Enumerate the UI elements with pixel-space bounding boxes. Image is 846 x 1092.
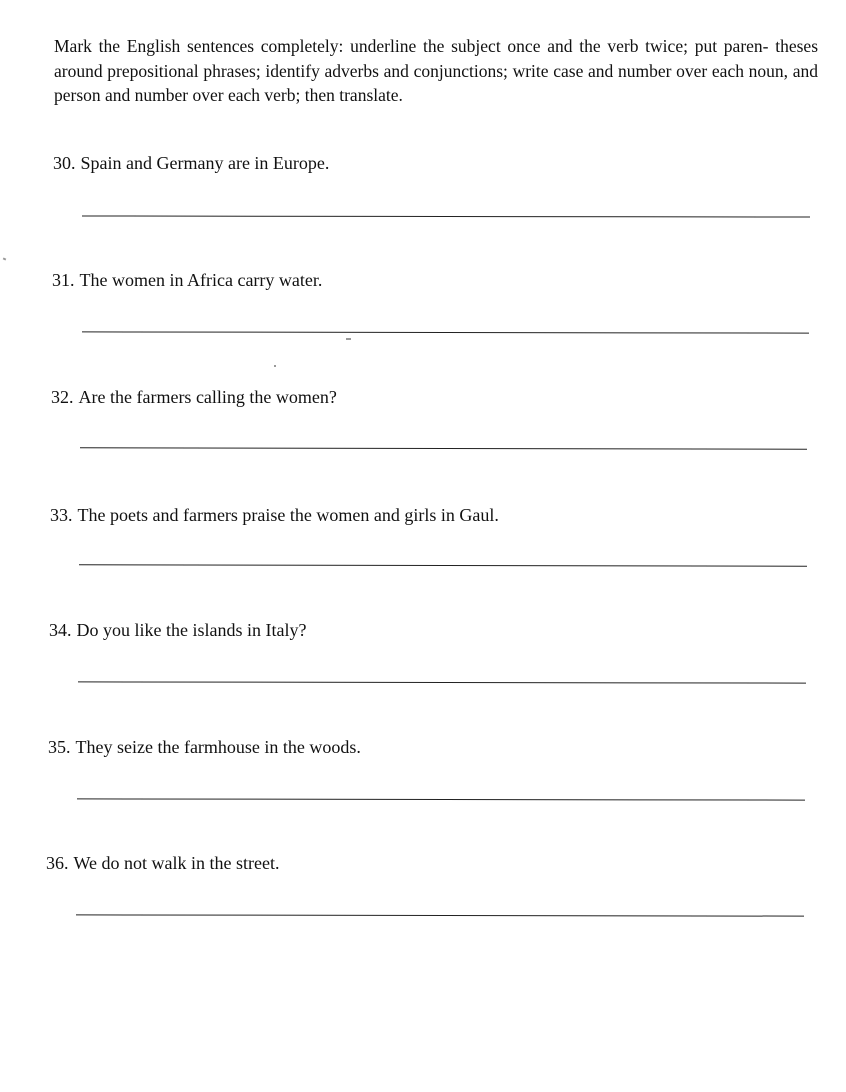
exercise-text: The poets and farmers praise the women and girls in Gaul. — [77, 505, 499, 525]
answer-line[interactable] — [82, 331, 809, 333]
answer-line[interactable] — [77, 798, 805, 800]
exercise-sentence — [52, 269, 322, 291]
exercise-number: 36. — [46, 853, 69, 873]
exercise-number: 31. — [52, 270, 75, 290]
answer-line[interactable] — [80, 447, 807, 450]
scan-speck — [274, 365, 276, 367]
scan-speck — [346, 338, 351, 340]
exercise-sentence — [53, 152, 329, 174]
exercise-number: 30. — [53, 153, 76, 173]
exercise-sentence — [49, 619, 306, 641]
instructions-text: Mark the English sentences completely: underline the subject once and the verb twice; put paren- theses around prepositional phrases; identify adverbs and conjunctions; write case and number over each noun, and person and number over each verb; then translate. — [54, 36, 818, 105]
exercise-number: 33. — [50, 505, 73, 525]
exercise-text: Spain and Germany are in Europe. — [80, 153, 330, 173]
exercise-sentence — [46, 852, 280, 874]
exercise-sentence — [48, 736, 361, 758]
exercise-text: Do you like the islands in Italy? — [76, 620, 307, 640]
answer-line[interactable] — [76, 914, 804, 916]
exercise-sentence — [50, 504, 499, 526]
exercise-text: The women in Africa carry water. — [79, 270, 323, 290]
exercise-number: 32. — [51, 387, 74, 407]
scan-speck — [3, 257, 7, 260]
exercise-number: 35. — [48, 737, 71, 757]
exercise-text: They seize the farmhouse in the woods. — [75, 737, 361, 757]
exercise-text: Are the farmers calling the women? — [78, 387, 337, 407]
answer-line[interactable] — [79, 564, 807, 567]
answer-line[interactable] — [78, 681, 806, 683]
exercise-text: We do not walk in the street. — [73, 853, 280, 873]
exercise-sentence — [51, 386, 337, 408]
answer-line[interactable] — [82, 215, 810, 217]
exercise-number: 34. — [49, 620, 72, 640]
